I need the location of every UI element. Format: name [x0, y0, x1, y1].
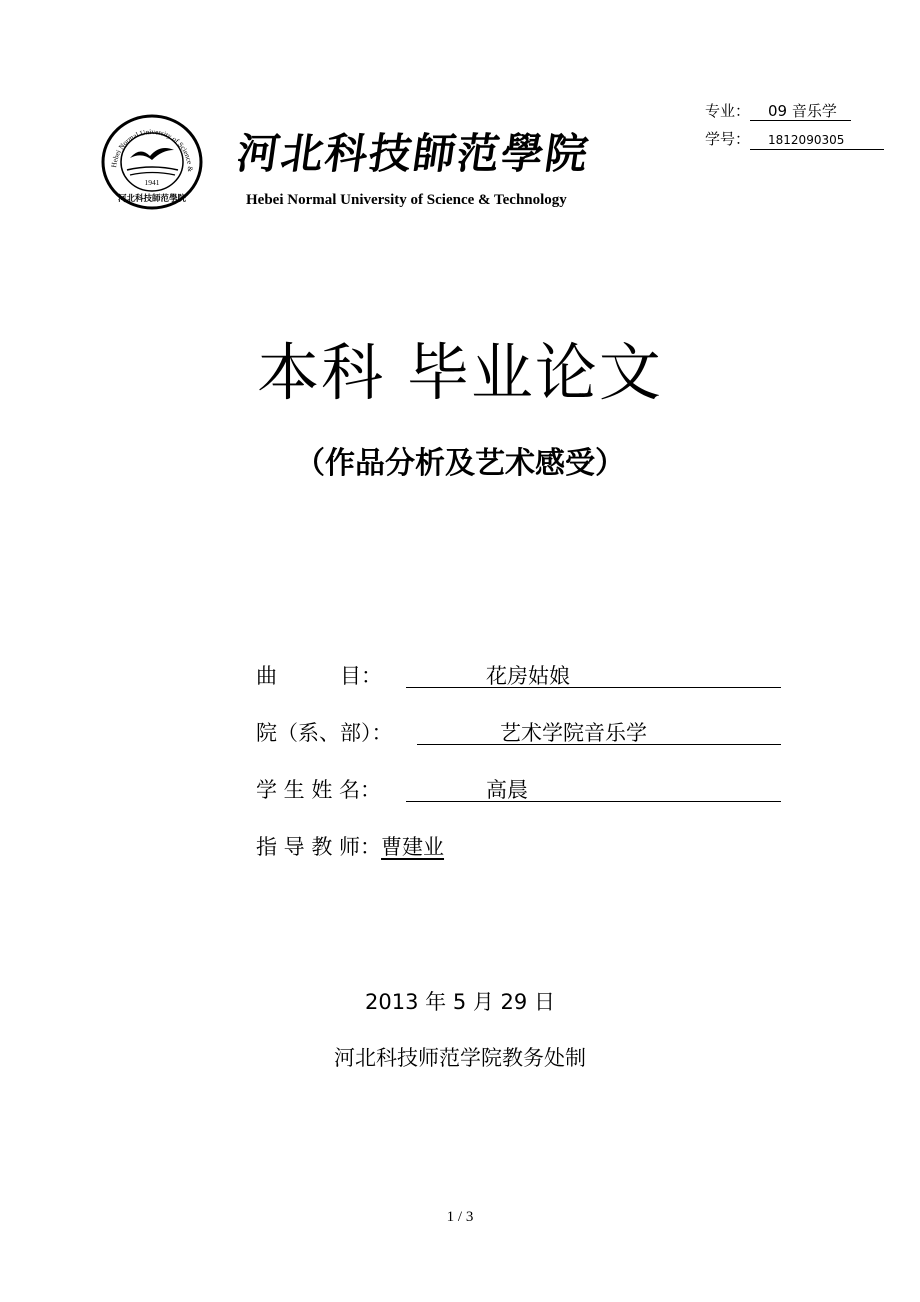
department-value: 艺术学院音乐学	[500, 721, 647, 745]
page-subtitle: （作品分析及艺术感受）	[295, 446, 625, 481]
advisor-value: 曹建业	[381, 835, 445, 859]
university-name-en: Hebei Normal University of Science & Technology	[246, 192, 567, 208]
piece-value: 花房姑娘	[486, 664, 570, 688]
seal-bottom-text: 河北科技師范學院	[117, 194, 187, 204]
piece-underline	[406, 661, 781, 688]
page-title: 本科 毕业论文	[257, 336, 663, 409]
piece-label: 曲 目：	[256, 664, 382, 688]
major-label: 专业：	[705, 102, 751, 120]
major-row	[705, 101, 851, 121]
department-field	[256, 718, 781, 748]
student-name-label: 学 生 姓 名：	[256, 778, 382, 802]
student-name-underline	[406, 775, 781, 802]
university-seal-icon	[100, 112, 203, 210]
student-name-field	[256, 775, 781, 805]
svg-text:Hebei Normal University of Sci	[100, 112, 194, 172]
seal-year: 1941	[144, 178, 160, 187]
university-name-cn: 河北科技師范學院	[234, 129, 593, 178]
advisor-field	[256, 832, 444, 862]
page-number: 1 / 3	[446, 1209, 474, 1225]
piece-field	[256, 661, 781, 691]
student-name-value: 高晨	[486, 778, 528, 802]
major-value: 09 音乐学	[750, 103, 851, 121]
student-no-label: 学号：	[705, 130, 751, 148]
document-date: 2013 年 5 月 29 日	[365, 990, 555, 1014]
department-label: 院（系、部）：	[256, 721, 393, 745]
advisor-label: 指 导 教 师：	[256, 835, 382, 859]
student-no-value: 1812090305	[750, 132, 884, 150]
seal-ring-text: Hebei Normal University of Science &	[110, 127, 195, 173]
student-no-row	[705, 129, 884, 150]
issuer-text: 河北科技师范学院教务处制	[334, 1046, 586, 1070]
